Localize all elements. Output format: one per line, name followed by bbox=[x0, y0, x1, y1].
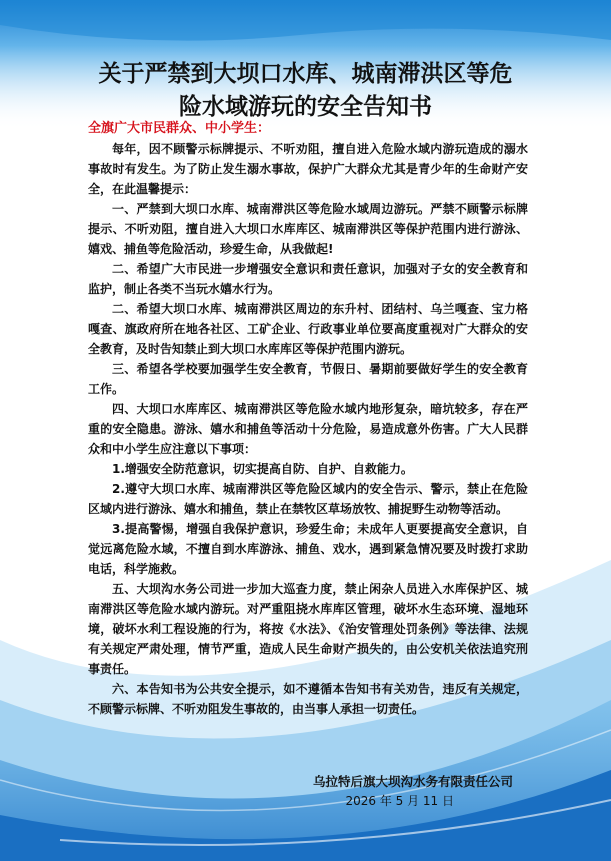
item-5-paragraph: 五、大坝沟水务公司进一步加大巡查力度，禁止闲杂人员进入水库保护区、城南滞洪区等危险水域内游玩。对严重阻挠水库库区管理，破坏水生态环境、湿地环境，破坏水利工程设施的行为，将按《水法》、《治安管理处罚条例》等法律、法规有关规定严肃处理，情节严重，造成人民生命财产损失的，由公安机关依法追究刑事责任。 bbox=[88, 582, 528, 676]
item-3-paragraph: 三、希望各学校要加强学生安全教育，节假日、暑期前要做好学生的安全教育工作。 bbox=[88, 362, 528, 396]
item-4-paragraph: 四、大坝口水库库区、城南滞洪区等危险水域内地形复杂，暗坑较多，存在严重的安全隐患。游泳、嬉水和捕鱼等活动十分危险，易造成意外伤害。广大人民群众和中小学生应注意以下事项： bbox=[88, 402, 528, 456]
subitem-1-paragraph: 1.增强安全防范意识，切实提高自防、自护、自救能力。 bbox=[112, 462, 413, 476]
item-2-paragraph: 二、希望广大市民进一步增强安全意识和责任意识，加强对子女的安全教育和监护，制止各类不当玩水嬉水行为。 bbox=[88, 262, 528, 296]
item-1-paragraph: 一、严禁到大坝口水库、城南滞洪区等危险水域周边游玩。严禁不顾警示标牌提示、不听劝阻，擅自进入大坝口水库库区、城南滞洪区等保护范围内进行游泳、嬉戏、捕鱼等危险活动，珍爱生命，从我做起! bbox=[88, 202, 528, 256]
notice-title-line2: 险水域游玩的安全告知书 bbox=[179, 93, 432, 120]
item-6-paragraph: 六、本告知书为公共安全提示，如不遵循本告知书有关劝告，违反有关规定，不顾警示标牌、不听劝阻发生事故的，由当事人承担一切责任。 bbox=[88, 682, 528, 716]
signature-organization: 乌拉特后旗大坝沟水务有限责任公司 bbox=[312, 774, 513, 789]
subitem-2-paragraph: 2.遵守大坝口水库、城南滞洪区等危险区域内的安全告示、警示，禁止在危险区域内进行游泳、嬉水和捕鱼，禁止在禁牧区草场放牧、捕捉野生动物等活动。 bbox=[88, 482, 528, 516]
salutation: 全旗广大市民群众、中小学生： bbox=[88, 121, 271, 136]
item-2b-paragraph: 二、希望大坝口水库、城南滞洪区周边的东升村、团结村、乌兰嘎查、宝力格嘎查、旗政府所在地各社区、工矿企业、行政事业单位要高度重视对广大群众的安全教育，及时告知禁止到大坝口水库库区等保护范围内游玩。 bbox=[88, 302, 528, 356]
notice-title-line1: 关于严禁到大坝口水库、城南滞洪区等危 bbox=[98, 60, 513, 87]
intro-paragraph: 每年，因不顾警示标牌提示、不听劝阻，擅自进入危险水域内游玩造成的溺水事故时有发生。为了防止发生溺水事故，保护广大群众尤其是青少年的生命财产安全，在此温馨提示： bbox=[88, 142, 528, 196]
notice-body bbox=[88, 139, 528, 719]
subitem-3-paragraph: 3.提高警惕，增强自我保护意识，珍爱生命；未成年人更要提高安全意识，自觉远离危险水域，不擅自到水库游泳、捕鱼、戏水，遇到紧急情况要及时拨打求助电话，科学施救。 bbox=[88, 522, 528, 576]
signature-date: 2026 年 5 月 11 日 bbox=[345, 794, 454, 808]
